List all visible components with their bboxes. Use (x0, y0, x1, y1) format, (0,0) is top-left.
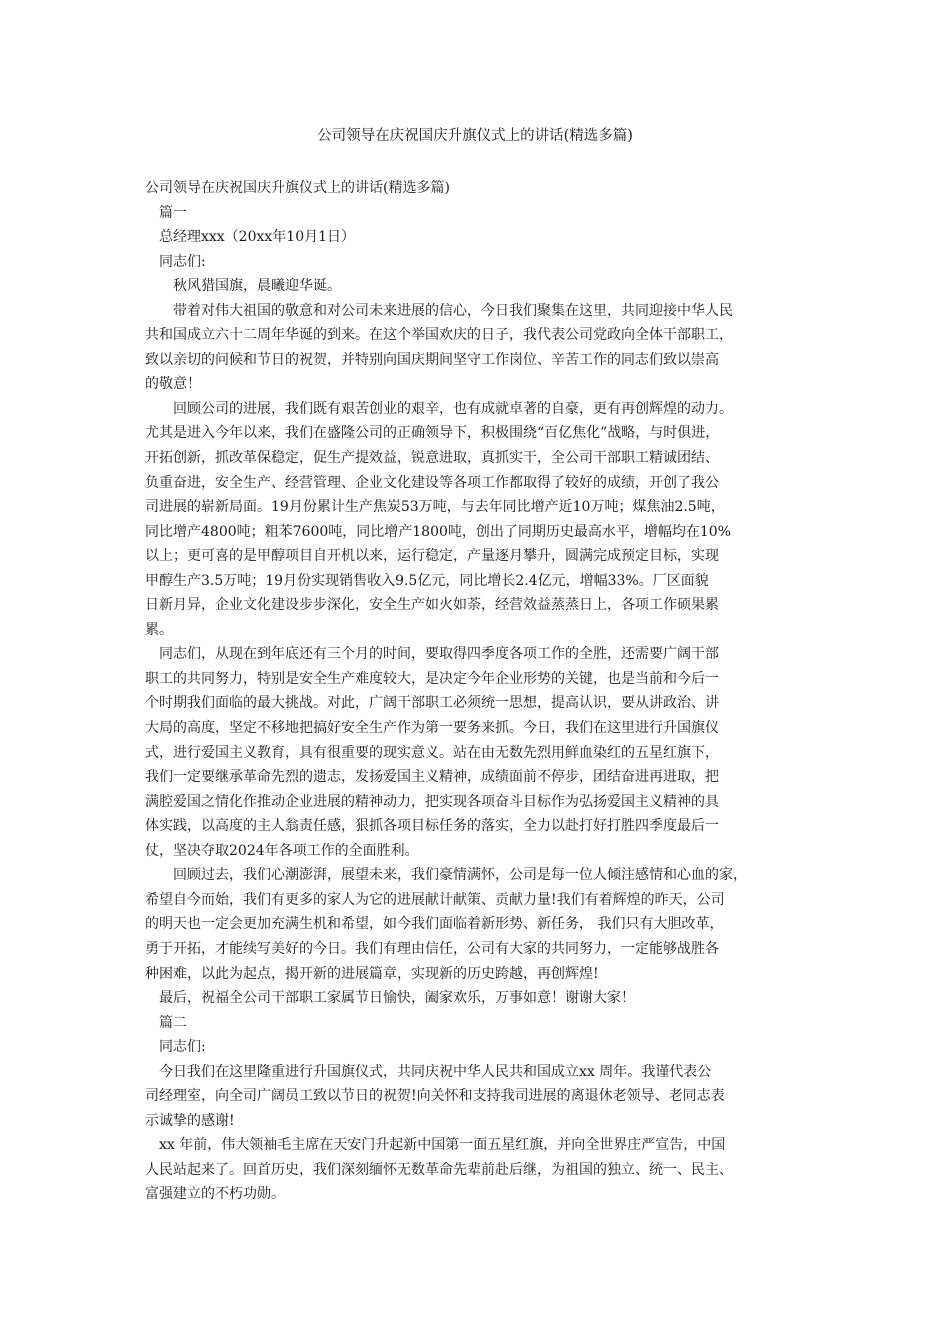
text-line: 的敬意！ (145, 376, 201, 393)
document-title: 公司领导在庆祝国庆升旗仪式上的讲话(精选多篇) (317, 128, 633, 144)
text-line: 总经理xxx（20xx年10月1日） (159, 229, 356, 246)
text-line: 我们一定要继承革命先烈的遗志，发扬爱国主义精神，成绩面前不停步，团结奋进再进取，把 (145, 769, 719, 786)
text-line: 回顾公司的进展，我们既有艰苦创业的艰辛，也有成就卓著的自豪，更有再创辉煌的动力。 (173, 400, 733, 417)
text-line: 共和国成立六十二周年华诞的到来。在这个举国欢庆的日子，我代表公司党政向全体干部职工， (145, 327, 733, 344)
text-line: 同志们: (159, 253, 206, 270)
text-line: 累。 (145, 621, 173, 638)
text-line: 同比增产4800吨；粗苯7600吨，同比增产1800吨，创出了同期历史最高水平，增幅均在10% (145, 523, 732, 540)
text-line: 富强建立的不朽功勋。 (145, 1186, 285, 1203)
text-line: 同志们: (159, 1039, 206, 1056)
text-line: 满腔爱国之情化作推动企业进展的精神动力，把实现各项奋斗目标作为弘扬爱国主义精神的具 (145, 793, 719, 810)
text-line: 示诚挚的感谢! (145, 1112, 235, 1129)
text-line: 仗，坚决夺取2024年各项工作的全面胜利。 (145, 842, 419, 859)
text-line: 以上；更可喜的是甲醇项目自开机以来，运行稳定，产量逐月攀升，圆满完成预定目标，实现 (145, 548, 719, 565)
text-line: 种困难，以此为起点，揭开新的进展篇章，实现新的历史跨越，再创辉煌! (145, 965, 599, 982)
text-line: 司进展的崭新局面。19月份累计生产焦炭53万吨，与去年同比增产近10万吨；煤焦油2.5吨， (145, 499, 725, 516)
text-line: 式，进行爱国主义教育，具有很重要的现实意义。站在由无数先烈用鲜血染红的五星红旗下， (145, 744, 719, 761)
text-line: 个时期我们面临的最大挑战。对此，广阔干部职工必须统一思想，提高认识，要从讲政治、讲 (145, 695, 719, 712)
text-line: 篇一 (159, 204, 187, 221)
text-line: 开拓创新，抓改革保稳定，促生产提效益，锐意进取，真抓实干，全公司干部职工精诚团结、 (145, 450, 719, 467)
text-line: 秋风猎国旗，晨曦迎华诞。 (173, 278, 341, 295)
text-line: 带着对伟大祖国的敬意和对公司未来进展的信心，今日我们聚集在这里，共同迎接中华人民 (173, 302, 733, 319)
text-line: 体实践，以高度的主人翁责任感，狠抓各项目标任务的落实，全力以赴打好打胜四季度最后一 (145, 818, 719, 835)
text-line: xx 年前，伟大领袖毛主席在天安门升起新中国第一面五星红旗，并向全世界庄严宣告，中国 (159, 1137, 726, 1154)
text-line: 司经理室，向全司广阔员工致以节日的祝贺!向关怀和支持我司进展的离退休老领导、老同志表 (145, 1088, 725, 1105)
text-line: 的明天也一定会更加充满生机和希望，如今我们面临着新形势、新任务， 我们只有大胆改革， (145, 916, 724, 933)
text-line: 尤其是进入今年以来，我们在盛隆公司的正确领导下，积极围绕“百亿焦化”战略，与时俱进， (145, 425, 720, 442)
text-line: 日新月异，企业文化建设步步深化，安全生产如火如荼，经营效益蒸蒸日上，各项工作硕果累 (145, 597, 719, 614)
text-line: 最后，祝福全公司干部职工家属节日愉快，阖家欢乐，万事如意！谢谢大家！ (159, 990, 635, 1007)
text-line: 篇二 (159, 1014, 187, 1031)
text-line: 今日我们在这里隆重进行升国旗仪式，共同庆祝中华人民共和国成立xx 周年。我谨代表公 (159, 1063, 712, 1080)
document-body (145, 176, 835, 1207)
text-line: 人民站起来了。回首历史，我们深刻缅怀无数革命先辈前赴后继，为祖国的独立、统一、民主、 (145, 1161, 733, 1178)
text-line: 回顾过去，我们心潮澎湃，展望未来，我们豪情满怀，公司是每一位人倾注感情和心血的家， (173, 867, 747, 884)
text-line: 职工的共同努力，特别是安全生产难度较大，是决定今年企业形势的关键，也是当前和今后一 (145, 670, 719, 687)
text-line: 大局的高度，坚定不移地把搞好安全生产作为第一要务来抓。今日，我们在这里进行升国旗仪 (145, 720, 719, 737)
text-line: 公司领导在庆祝国庆升旗仪式上的讲话(精选多篇) (145, 180, 450, 196)
text-line: 负重奋进，安全生产、经营管理、企业文化建设等各项工作都取得了较好的成绩，开创了我公 (145, 474, 719, 491)
text-line: 同志们，从现在到年底还有三个月的时间，要取得四季度各项工作的全胜，还需要广阔干部 (159, 646, 719, 663)
text-line: 勇于开拓，才能续写美好的今日。我们有理由信任，公司有大家的共同努力，一定能够战胜各 (145, 940, 719, 957)
text-line: 希望自今而始，我们有更多的家人为它的进展献计献策、贡献力量!我们有着辉煌的昨天，公司 (145, 891, 725, 908)
text-line: 甲醇生产3.5万吨；19月份实现销售收入9.5亿元，同比增长2.4亿元，增幅33%。厂区面貌 (145, 572, 709, 589)
text-line: 致以亲切的问候和节日的祝贺，并特别向国庆期间坚守工作岗位、辛苦工作的同志们致以崇高 (145, 351, 719, 368)
